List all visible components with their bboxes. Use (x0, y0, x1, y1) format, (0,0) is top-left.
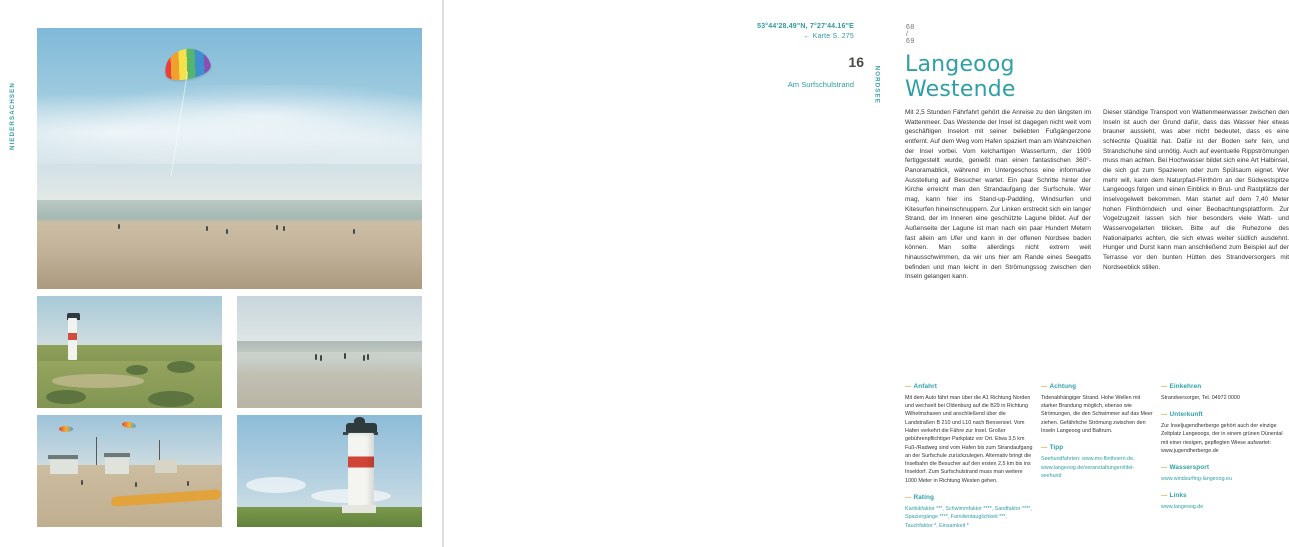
map-reference: ← Karte S. 275 (803, 33, 854, 41)
page-folio: 68 / 69 (906, 24, 915, 45)
meadow (237, 507, 422, 527)
tower-base (342, 505, 376, 513)
hut-roof (48, 455, 78, 459)
dash-marker: — (1041, 444, 1048, 452)
photo-langeoog-water-tower (237, 415, 422, 527)
info-heading-anfahrt: — Anfahrt (905, 383, 937, 390)
water-tower (348, 433, 374, 511)
body-column-1: Mit 2,5 Stunden Fährfahrt gehört die Anreise zu den längsten im Wattenmeer. Das Westende der Insel ist dagegen nicht weit vom geschäftigen Inselort mit seiner beliebten Fußgängerzone entfernt. Auf dem Weg vom Hafen spaziert man am Wahrzeichen der Insel vorbei. Vom kelchartigen Wasserturm, der 1909 fertiggestellt wurde, genießt man einen fantastischen 360°-Panoramablick, während im Untergeschoss eine informative Ausstellung auf Besucher wartet. Ein paar Schritte hinter der Kirche erreicht man den Strandaufgang der Surfschule. Wer mag, kann hier ins Stand-up-Paddling, Windsurfen und Kitesurfen hineinschnuppern. Zur Linken erstreckt sich ein langer Strand, der im Inneren eine geschützte Lagune bildet. Auf der Außenseite der Lagune ist man nach ein paar Hundert Metern fast allein am Ufer und kann in der offenen Nordsee baden können. Man sollte allerdings nicht extrem weit hinausschwimmen, da wir uns hier am Rande eines Seegatts befinden und man leicht in den Strömungssog zwischen den Inseln gelangen kann. (905, 109, 1091, 281)
info-heading-wassersport: — Wassersport (1161, 464, 1210, 472)
info-column-3 (1161, 382, 1289, 520)
person (118, 224, 120, 229)
photo-kitesurfer-beach-panorama (37, 28, 422, 289)
photo-wet-beach-walkers (237, 296, 422, 408)
info-text-anfahrt: Mit dem Auto fährt man über die A1 Richtung Norden und wechselt bei Oldenburg auf die B29 in Richtung Wilhelmshaven und anschließend über die Landstraßen B 210 und L10 nach Bensersiel. Vom Hafen verkehrt die Fähre zur Insel. Großer gebührenpflichtiger Parkplatz vor Ort. Etwa 3,5 km Fuß-/Radweg sind vom Hafen bis zum Strandaufgang an der Surfschule zurückzulegen. Alternativ bringt die Inselbahn die Besucher auf den ersten 2,5 km bis ins Inseldorf. Zum Surfschulstrand muss man weitere 1000 Meter in Richtung Westen gehen. (905, 394, 1033, 484)
left-page (0, 0, 443, 547)
info-text-links[interactable]: www.langeoog.de (1161, 504, 1204, 511)
bush (167, 361, 195, 373)
person (367, 354, 369, 360)
side-tab-niedersachsen: NIEDERSACHSEN (9, 82, 16, 150)
info-column-1 (905, 382, 1033, 538)
beach-hut (105, 458, 129, 474)
info-heading-tipp: — Tipp (1041, 444, 1064, 452)
lighthouse-tower (68, 318, 77, 360)
person (353, 229, 355, 234)
info-heading-rating: — Rating (905, 494, 934, 502)
person (276, 225, 278, 230)
person (226, 229, 228, 234)
info-text-wassersport[interactable]: www.windsurfing-langeoog.eu (1161, 476, 1232, 483)
info-text-einkehren: Strandversorger, Tel. 04972 0000 (1161, 394, 1240, 401)
person (187, 481, 189, 486)
chapter-number: 16 (848, 54, 864, 70)
info-text-unterkunft[interactable]: Zur Inseljugendherberge gehört auch der einzige Zeltplatz Langeoogs, der in einem grünen Dünental mit einer riesigen, gepflegten Wiese aufwartet: www.jugendherberge.de (1161, 423, 1283, 454)
right-page (443, 0, 1289, 547)
sky (237, 296, 422, 343)
hut-roof (104, 453, 130, 457)
photo-beach-huts-kite-school (37, 415, 222, 527)
cloud (246, 477, 306, 493)
gps-coordinates: 53°44'28.49"N, 7°27'44.16"E (757, 23, 854, 30)
clouds (37, 85, 422, 163)
info-text-tipp[interactable]: Seehundfahrten: www.ms-flinthoern.de, www.langeoog.de/veranstaltungen/titel-seehund (1041, 456, 1135, 479)
info-heading-unterkunft: — Unterkunft (1161, 411, 1203, 419)
page-gutter (442, 0, 444, 547)
photo-dunes-with-lighthouse (37, 296, 222, 408)
sky (37, 296, 222, 350)
info-heading-einkehren: — Einkehren (1161, 383, 1202, 390)
person (135, 482, 137, 487)
sand-patch (52, 374, 145, 387)
beach-hut (155, 460, 177, 473)
dash-marker: — (1161, 492, 1168, 500)
dash-marker: — (905, 383, 912, 390)
foreground-shadow (37, 252, 422, 289)
dash-marker: — (1161, 383, 1168, 390)
person (363, 355, 365, 361)
dash-marker: — (1041, 383, 1048, 390)
info-heading-links: — Links (1161, 492, 1187, 500)
info-heading-achtung: — Achtung (1041, 383, 1077, 390)
side-tab-nordsee: NORDSEE (873, 65, 880, 104)
page-title: Langeoog Westende (905, 52, 1016, 102)
dash-marker: — (1161, 411, 1168, 419)
info-text-rating: Karibikfaktor ***, Schwimmfaktor ****, Sandfaktor ****, Spaziergänge ****, Familientauglichkeit ***, Tauchfaktor *, Einsamkeit * (905, 505, 1032, 529)
wet-reflection (237, 354, 422, 374)
info-text-achtung: Tidenabhängiger Strand. Hohe Wellen mit starker Brandung möglich, ebenso wie Strömungen, die den Schwimmer auf das Meer ziehen. Gefährliche Strömung zwischen den Inseln Langeoog und Baltrum. (1041, 394, 1153, 435)
beach-hut (50, 460, 78, 474)
coordinates-block (757, 22, 854, 42)
body-column-2: Dieser ständige Transport von Wattenmeerwasser zwischen den Inseln ist auch der Grund dafür, dass das Wasser hier etwas brauner aussieht, was aber nicht bedeutet, dass es eine schlechte Qualität hat. Dafür ist der Boden sehr fein, und Strandschuhe sind unnötig. Auch auf eventuelle Rippströmungen muss man achten. Bei Hochwasser bildet sich eine Art Halbinsel, die sich gut zum Spazieren oder zum Spülsaum eignet. Wer mehr will, kann dem Naturpfad-Flinthörn an der Südwestspitze Langeoogs folgen und einen Einblick in Brut- und Rastplätze der Inselvogelwelt bekommen. Man startet auf dem 7,40 Meter hohen Flinthörndeich und einer Beobachtungsplattform. Zur Vogelzugzeit lassen sich hier besonders viele Watt- und Wasservogelarten blicken. Bitte auf die Ruhezone des Nationalparks achten, die sich etwas weiter südlich ausdehnt. Hunger und Durst kann man anschließend zum Beispiel auf der Terrasse vor den bunten Hütten des Strandversorgers mit Nordseeblick stillen. (1103, 109, 1289, 271)
info-column-2 (1041, 382, 1153, 488)
flag-pole (96, 437, 97, 465)
page-subtitle: Am Surfschulstrand (787, 80, 854, 89)
dash-marker: — (1161, 464, 1168, 472)
person (315, 354, 317, 360)
dash-marker: — (905, 494, 912, 502)
